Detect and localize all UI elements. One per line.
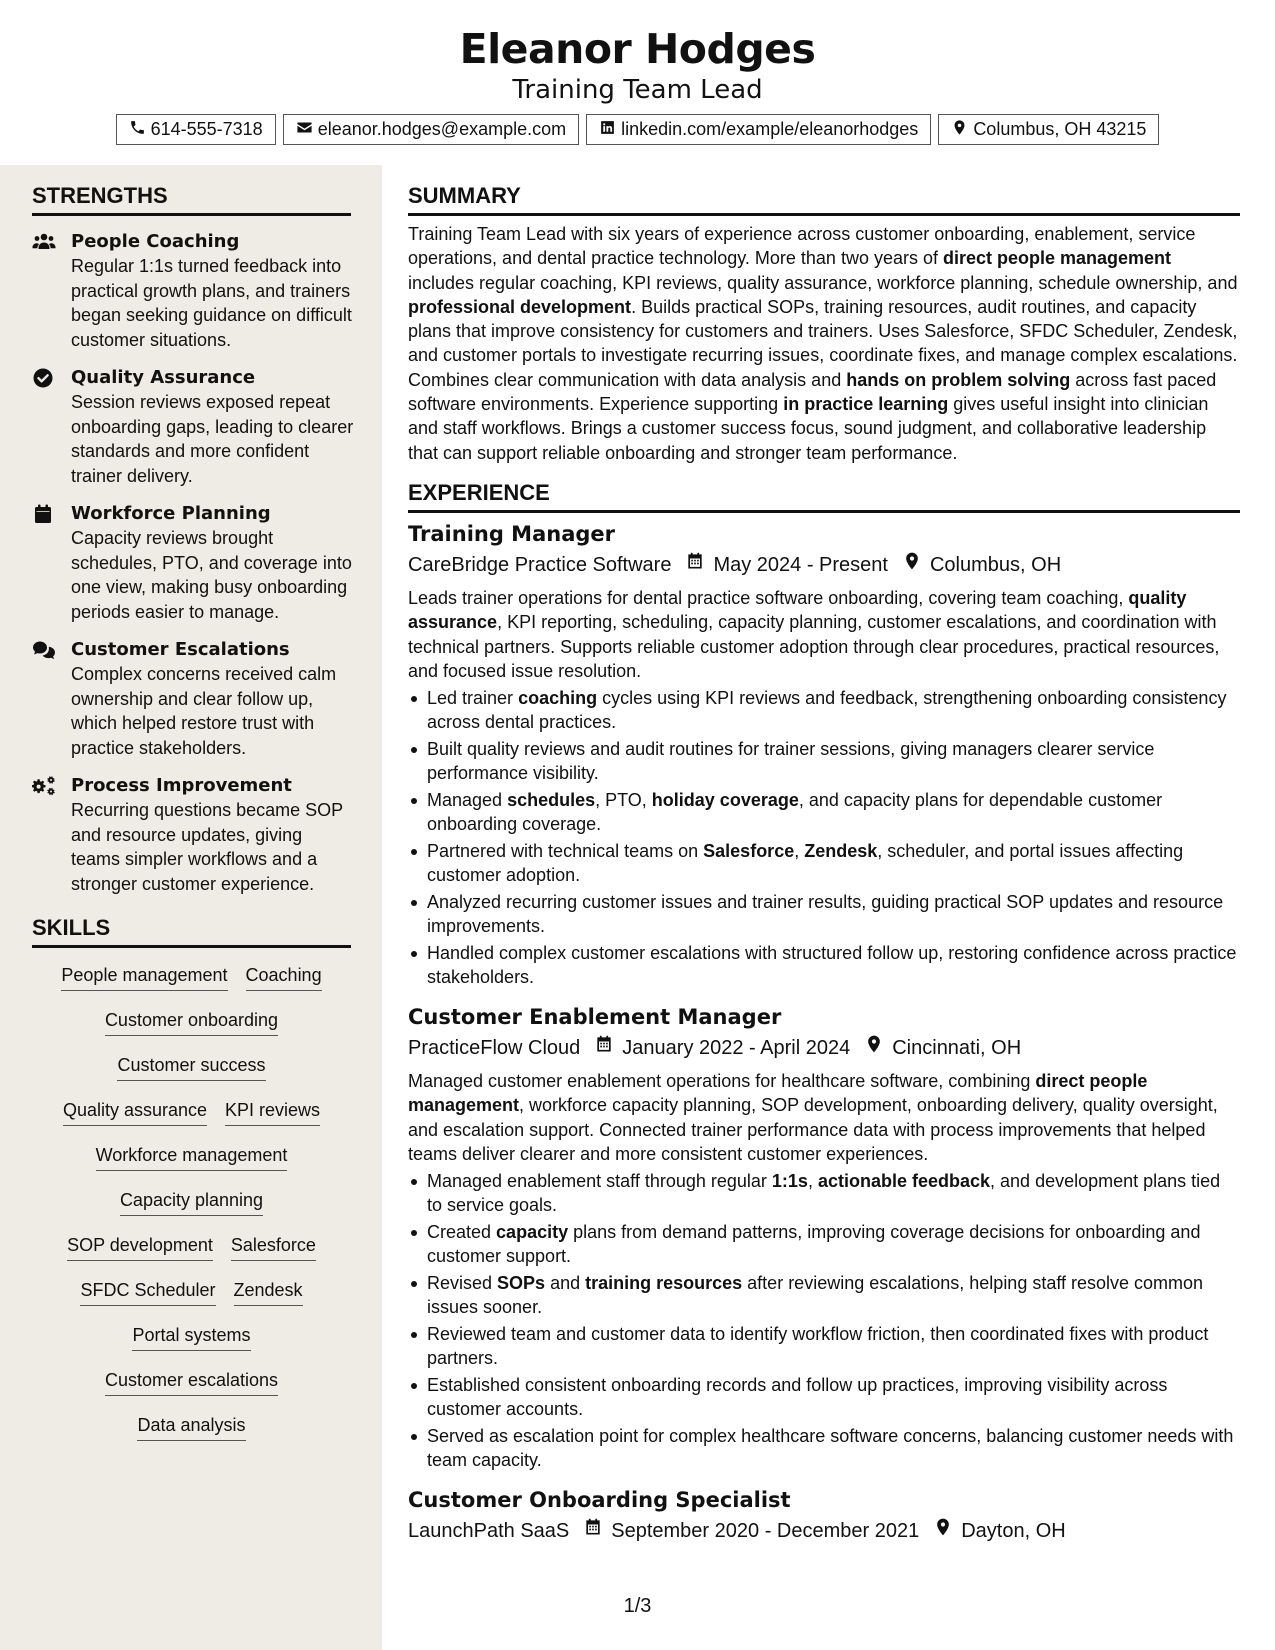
strength-item [32,366,354,488]
calendar-icon [569,1516,611,1546]
contact-location-text: Columbus, OH 43215 [973,119,1147,139]
bullet-item [408,737,1240,786]
skill-tag: Data analysis [137,1413,245,1441]
job-entry [408,1485,1240,1546]
resume-header [0,0,1275,160]
bold-text: direct people management [408,1070,1148,1116]
skill-tag: Customer escalations [105,1368,278,1396]
job-company: PracticeFlow Cloud [408,1036,581,1059]
skill-row [32,1183,351,1228]
skill-row [32,1363,351,1408]
job-dates: January 2022 - April 2024 [622,1036,851,1059]
bold-text: Zendesk [804,840,878,861]
job-dates: September 2020 - December 2021 [611,1519,920,1542]
experience-heading: EXPERIENCE [408,479,1240,513]
candidate-title: Training Team Lead [512,75,763,105]
summary-text [408,222,1240,465]
bold-text: holiday coverage [651,789,799,810]
strength-item [32,502,354,624]
job-location: Cincinnati, OH [892,1036,1022,1059]
bullet-item [408,1373,1240,1422]
phone-icon [129,119,146,141]
bullet-item [408,941,1240,990]
skill-row [32,1228,351,1273]
bullet-item [408,1220,1240,1269]
job-bullets [408,686,1240,990]
text-run: Managed [427,789,508,810]
job-location: Dayton, OH [961,1519,1066,1542]
text-run: , and capacity plans for dependable customer onboarding coverage. [427,789,1163,835]
strength-item [32,638,354,760]
bold-text: coaching [518,687,598,708]
text-run: gives useful insight into clinician and staff workflows. Brings a customer success focus, sound judgment, and collaborative leadership that can support reliable onboarding and stronger team performance. [408,394,1209,463]
text-run: cycles using KPI reviews and feedback, strengthening onboarding consistency across dental practices. [427,687,1227,733]
skill-row [32,1138,351,1183]
text-run: Training Team Lead with six years of experience across customer onboarding, enablement, service operations, and dental practice technology. More than two years of [408,224,1196,269]
skill-row [32,1273,351,1318]
strength-title: Customer Escalations [71,639,290,660]
bullet-item [408,1424,1240,1473]
location-pin-icon [919,1516,961,1546]
job-entry [408,1002,1240,1473]
bullet-item [408,1169,1240,1218]
skill-tag: Quality assurance [63,1098,207,1126]
strength-description: Regular 1:1s turned feedback into practical growth plans, and trainers began seeking guidance on difficult customer situations. [71,256,352,350]
job-title: Customer Enablement Manager [408,1004,782,1029]
contact-phone[interactable] [116,114,276,145]
text-run: Led trainer [427,687,519,708]
bold-text: in practice learning [783,394,949,415]
contact-bar [0,114,1275,145]
strength-title: Quality Assurance [71,367,256,388]
job-description [408,586,1240,684]
strength-description: Recurring questions became SOP and resource updates, giving teams simpler workflows and a stronger customer experience. [71,800,343,894]
skill-row [32,1318,351,1363]
skill-row [32,1408,351,1453]
sidebar [0,165,382,1650]
strength-item [32,230,354,352]
bold-text: capacity [496,1221,569,1242]
text-run: . Builds practical SOPs, training resources, audit routines, and capacity plans that improve consistency for customers and trainers. Uses Salesforce, SFDC Scheduler, Zendesk, and customer portals to investigate recurring issues, coordinate fixes, and manage complex escalations. Combines clear communication with data analysis and [408,296,1238,390]
bullet-item [408,686,1240,735]
text-run: and [545,1272,586,1293]
linkedin-icon [599,119,616,141]
skill-tag: Workforce management [96,1143,288,1171]
skill-tag: Coaching [246,963,322,991]
people-icon [32,232,56,252]
job-meta [408,550,1240,580]
candidate-name: Eleanor Hodges [459,25,816,73]
text-run: , workforce capacity planning, SOP development, onboarding delivery, quality oversight, and escalation support. Connected trainer performance data with process improvements that helped teams deliver clearer and more consistent customer experiences. [408,1095,1218,1165]
skill-row [32,1093,351,1138]
contact-linkedin-text: linkedin.com/example/eleanorhodges [621,119,919,139]
text-run: , scheduler, and portal issues affecting customer adoption. [427,840,1184,886]
experience-list [408,519,1240,1546]
bold-text: professional development [408,296,632,317]
text-run: Leads trainer operations for dental practice software onboarding, covering team coaching, [408,587,1129,608]
contact-linkedin[interactable] [586,114,931,145]
text-run: includes regular coaching, KPI reviews, quality assurance, workforce planning, schedule ownership, and [408,272,1238,293]
skills-heading: SKILLS [32,914,351,948]
strength-description: Capacity reviews brought schedules, PTO, and coverage into one view, making busy onboarding periods easier to manage. [71,528,352,622]
text-run: Handled complex customer escalations with structured follow up, restoring confidence across practice stakeholders. [427,942,1237,988]
contact-phone-text: 614-555-7318 [150,119,263,139]
job-company: LaunchPath SaaS [408,1519,570,1542]
skill-tag: SFDC Scheduler [80,1278,215,1306]
check-circle-icon [32,368,56,388]
bold-text: direct people management [942,248,1172,269]
location-pin-icon [888,550,930,580]
job-title: Customer Onboarding Specialist [408,1487,791,1512]
skill-tag: Portal systems [132,1323,250,1351]
skill-tag: Customer onboarding [105,1008,278,1036]
bullet-item [408,890,1240,939]
bold-text: quality assurance [408,587,1187,633]
chat-bubbles-icon [32,640,56,660]
skill-row [32,1003,351,1048]
bold-text: Salesforce [703,840,795,861]
job-description [408,1069,1240,1167]
job-company: CareBridge Practice Software [408,553,672,576]
location-pin-icon [951,119,968,141]
contact-location [938,114,1159,145]
text-run: Managed enablement staff through regular [427,1170,772,1191]
bold-text: schedules [507,789,596,810]
skill-tag: Salesforce [231,1233,316,1261]
bullet-item [408,839,1240,888]
skill-row [32,1048,351,1093]
skill-tag: KPI reviews [225,1098,320,1126]
strength-item [32,774,354,896]
job-meta [408,1033,1240,1063]
contact-email[interactable] [283,114,579,145]
calendar-icon [671,550,713,580]
text-run: Analyzed recurring customer issues and trainer results, guiding practical SOP updates and resource improvements. [427,891,1224,937]
calendar-icon [580,1033,622,1063]
bullet-item [408,1322,1240,1371]
bold-text: actionable feedback [817,1170,991,1191]
strengths-heading: STRENGTHS [32,182,351,216]
job-meta [408,1516,1240,1546]
text-run: Established consistent onboarding records and follow up practices, improving visibility across customer accounts. [427,1374,1168,1420]
text-run: Revised [427,1272,498,1293]
job-title: Training Manager [408,521,616,546]
text-run: , [807,1170,818,1191]
bullet-item [408,1271,1240,1320]
envelope-icon [296,119,313,141]
strength-description: Complex concerns received calm ownership and clear follow up, which helped restore trust with practice stakeholders. [71,664,337,758]
text-run: , and development plans tied to service goals. [427,1170,1221,1216]
bold-text: SOPs [497,1272,546,1293]
skill-tag: SOP development [67,1233,213,1261]
page-number: 1/3 [623,1595,652,1617]
job-entry [408,519,1240,990]
job-location: Columbus, OH [929,553,1062,576]
job-dates: May 2024 - Present [713,553,888,576]
strength-description: Session reviews exposed repeat onboarding gaps, leading to clearer standards and more confident trainer delivery. [71,392,354,486]
text-run: Partnered with technical teams on [427,840,704,861]
summary-heading: SUMMARY [408,182,1240,216]
gears-icon [32,776,56,796]
calendar-icon [32,504,56,524]
text-run: , [794,840,805,861]
text-run: Reviewed team and customer data to identify workflow friction, then coordinated fixes with product partners. [427,1323,1209,1369]
skill-tag: Capacity planning [120,1188,263,1216]
skill-row [32,958,351,1003]
skill-tag: People management [61,963,227,991]
skill-tag: Customer success [117,1053,265,1081]
strength-title: Workforce Planning [71,503,271,524]
text-run: after reviewing escalations, helping staff resolve common issues sooner. [427,1272,1204,1318]
text-run: Created [427,1221,497,1242]
main-content [408,165,1240,1546]
contact-email-text: eleanor.hodges@example.com [317,119,567,139]
text-run: across fast paced software environments. Experience supporting [408,369,1217,415]
bold-text: hands on problem solving [846,369,1071,390]
bold-text: 1:1s [771,1170,808,1191]
skill-tag: Zendesk [234,1278,303,1306]
skills-list [32,958,351,1453]
text-run: Built quality reviews and audit routines for trainer sessions, giving managers clearer service performance visibility. [427,738,1155,784]
job-bullets [408,1169,1240,1473]
strength-title: Process Improvement [71,775,292,796]
location-pin-icon [850,1033,892,1063]
strength-title: People Coaching [71,231,240,252]
bullet-item [408,788,1240,837]
text-run: Managed customer enablement operations for healthcare software, combining [408,1070,1036,1091]
text-run: plans from demand patterns, improving coverage decisions for onboarding and customer support. [427,1221,1201,1267]
bold-text: training resources [585,1272,743,1293]
text-run: , KPI reporting, scheduling, capacity planning, customer escalations, and coordination with technical partners. Supports reliable customer adoption through clear procedures, practical resources, and focused issue resolution. [408,612,1220,682]
text-run: , PTO, [595,789,652,810]
text-run: Served as escalation point for complex healthcare software concerns, balancing customer needs with team capacity. [427,1425,1234,1471]
